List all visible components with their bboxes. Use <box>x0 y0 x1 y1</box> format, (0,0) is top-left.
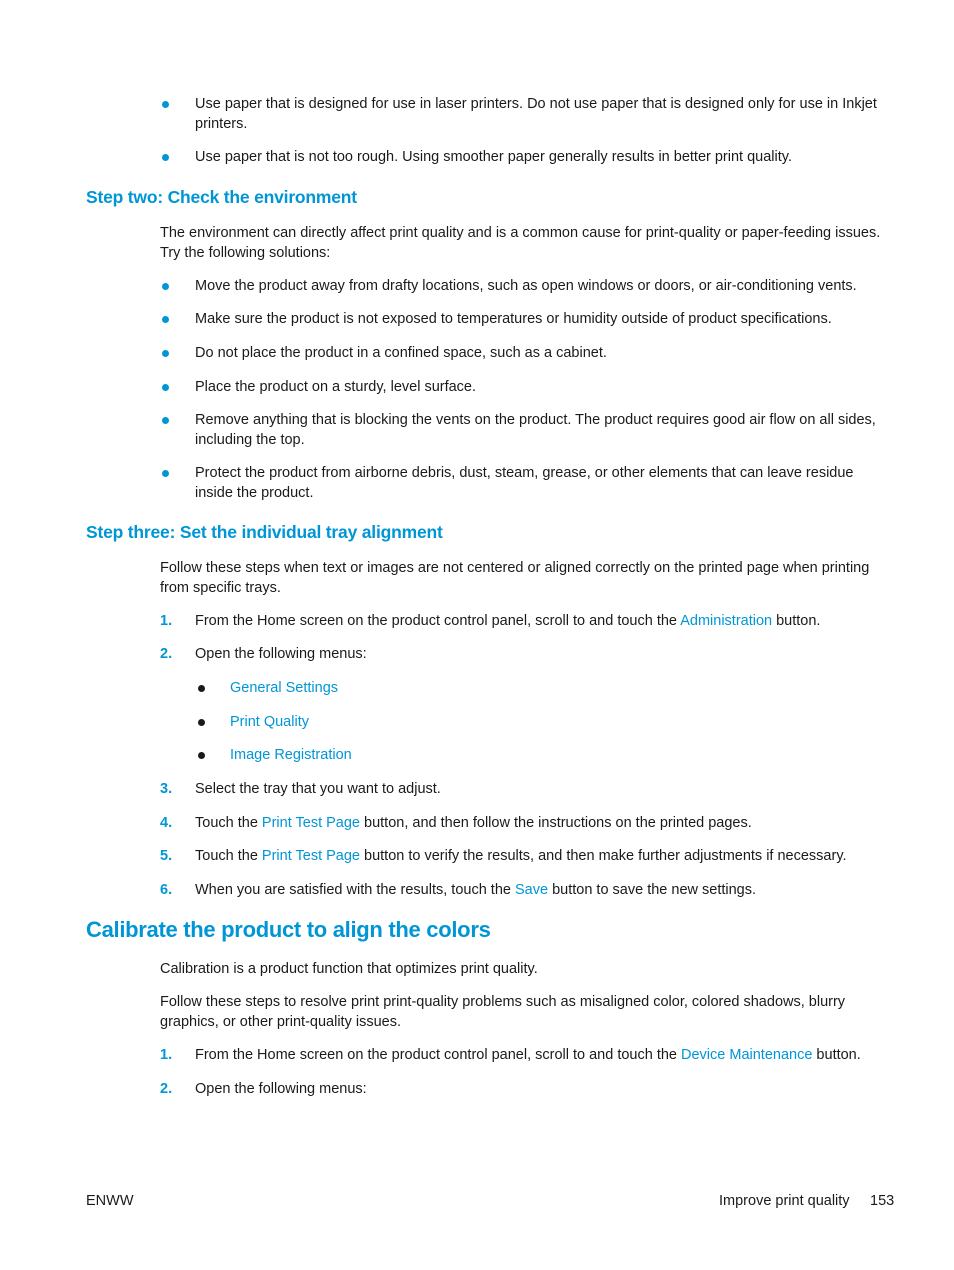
step-text: Select the tray that you want to adjust. <box>195 781 441 797</box>
step-number: 1. <box>160 1047 173 1063</box>
step-number: 2. <box>160 646 173 662</box>
paragraph: Follow these steps when text or images are not centered or aligned correctly on the printed page when printing from specific trays. <box>160 560 870 596</box>
step-number: 6. <box>160 882 173 898</box>
step-number: 5. <box>160 848 173 864</box>
list-item: Remove anything that is blocking the vents on the product. The product requires good air flow on all sides, including the top. <box>195 412 876 448</box>
list-item: Use paper that is not too rough. Using smoother paper generally results in better print quality. <box>195 149 792 165</box>
bullet-icon <box>162 283 169 290</box>
administration-link[interactable]: Administration <box>680 613 773 629</box>
print-test-page-link[interactable]: Print Test Page <box>261 848 360 864</box>
step-text: Touch the Print Test Page button to verify the results, and then make further adjustments if necessary. <box>195 848 847 864</box>
device-maintenance-link[interactable]: Device Maintenance <box>681 1047 813 1063</box>
footer-left: ENWW <box>86 1193 134 1209</box>
section-heading-step-three: Step three: Set the individual tray alignment <box>86 522 443 542</box>
section-heading-calibrate: Calibrate the product to align the colors <box>86 917 491 942</box>
print-test-page-link[interactable]: Print Test Page <box>261 815 360 831</box>
paragraph: The environment can directly affect print quality and is a common cause for print-quality or paper-feeding issues. Try the following solutions: <box>160 225 881 261</box>
step-number: 3. <box>160 781 173 797</box>
footer-section-title: Improve print quality <box>719 1193 850 1209</box>
bullet-icon <box>162 470 169 477</box>
bullet-icon <box>162 384 169 391</box>
bullet-icon <box>162 101 169 108</box>
list-item: Place the product on a sturdy, level surface. <box>195 379 477 395</box>
list-item: Do not place the product in a confined space, such as a cabinet. <box>195 345 607 361</box>
paragraph: Calibration is a product function that optimizes print quality. <box>160 961 538 977</box>
list-item: Use paper that is designed for use in laser printers. Do not use paper that is designed only for use in Inkjet printers. <box>195 96 877 132</box>
step-text: Touch the Print Test Page button, and then follow the instructions on the printed pages. <box>195 815 752 831</box>
menu-link-general-settings[interactable]: General Settings <box>230 680 339 696</box>
list-item: Move the product away from drafty locations, such as open windows or doors, or air-conditioning vents. <box>195 278 857 294</box>
bullet-icon <box>162 417 169 424</box>
menu-link-image-registration[interactable]: Image Registration <box>230 747 352 763</box>
step-number: 1. <box>160 613 173 629</box>
bullet-icon <box>162 350 169 357</box>
step-text: From the Home screen on the product control panel, scroll to and touch the Device Maintenance button. <box>195 1047 861 1063</box>
bullet-icon <box>198 752 205 759</box>
bullet-icon <box>198 685 205 692</box>
step-text: Open the following menus: <box>195 646 367 662</box>
step-number: 4. <box>160 815 173 831</box>
menu-link-print-quality[interactable]: Print Quality <box>230 714 309 730</box>
bullet-icon <box>162 316 169 323</box>
paragraph: Follow these steps to resolve print print-quality problems such as misaligned color, colored shadows, blurry graphics, or other print-quality issues. <box>160 994 846 1030</box>
list-item: Make sure the product is not exposed to temperatures or humidity outside of product specifications. <box>195 311 832 327</box>
save-link[interactable]: Save <box>514 882 549 898</box>
bullet-icon <box>198 719 205 726</box>
step-text: Open the following menus: <box>195 1081 367 1097</box>
step-text: When you are satisfied with the results, touch the Save button to save the new settings. <box>195 882 757 898</box>
page-number: 153 <box>870 1193 895 1209</box>
list-item: Protect the product from airborne debris, dust, steam, grease, or other elements that can leave residue inside the product. <box>195 465 854 501</box>
step-text: From the Home screen on the product control panel, scroll to and touch the Administration button. <box>195 613 821 629</box>
bullet-icon <box>162 154 169 161</box>
section-heading-step-two: Step two: Check the environment <box>86 187 357 207</box>
step-number: 2. <box>160 1081 173 1097</box>
